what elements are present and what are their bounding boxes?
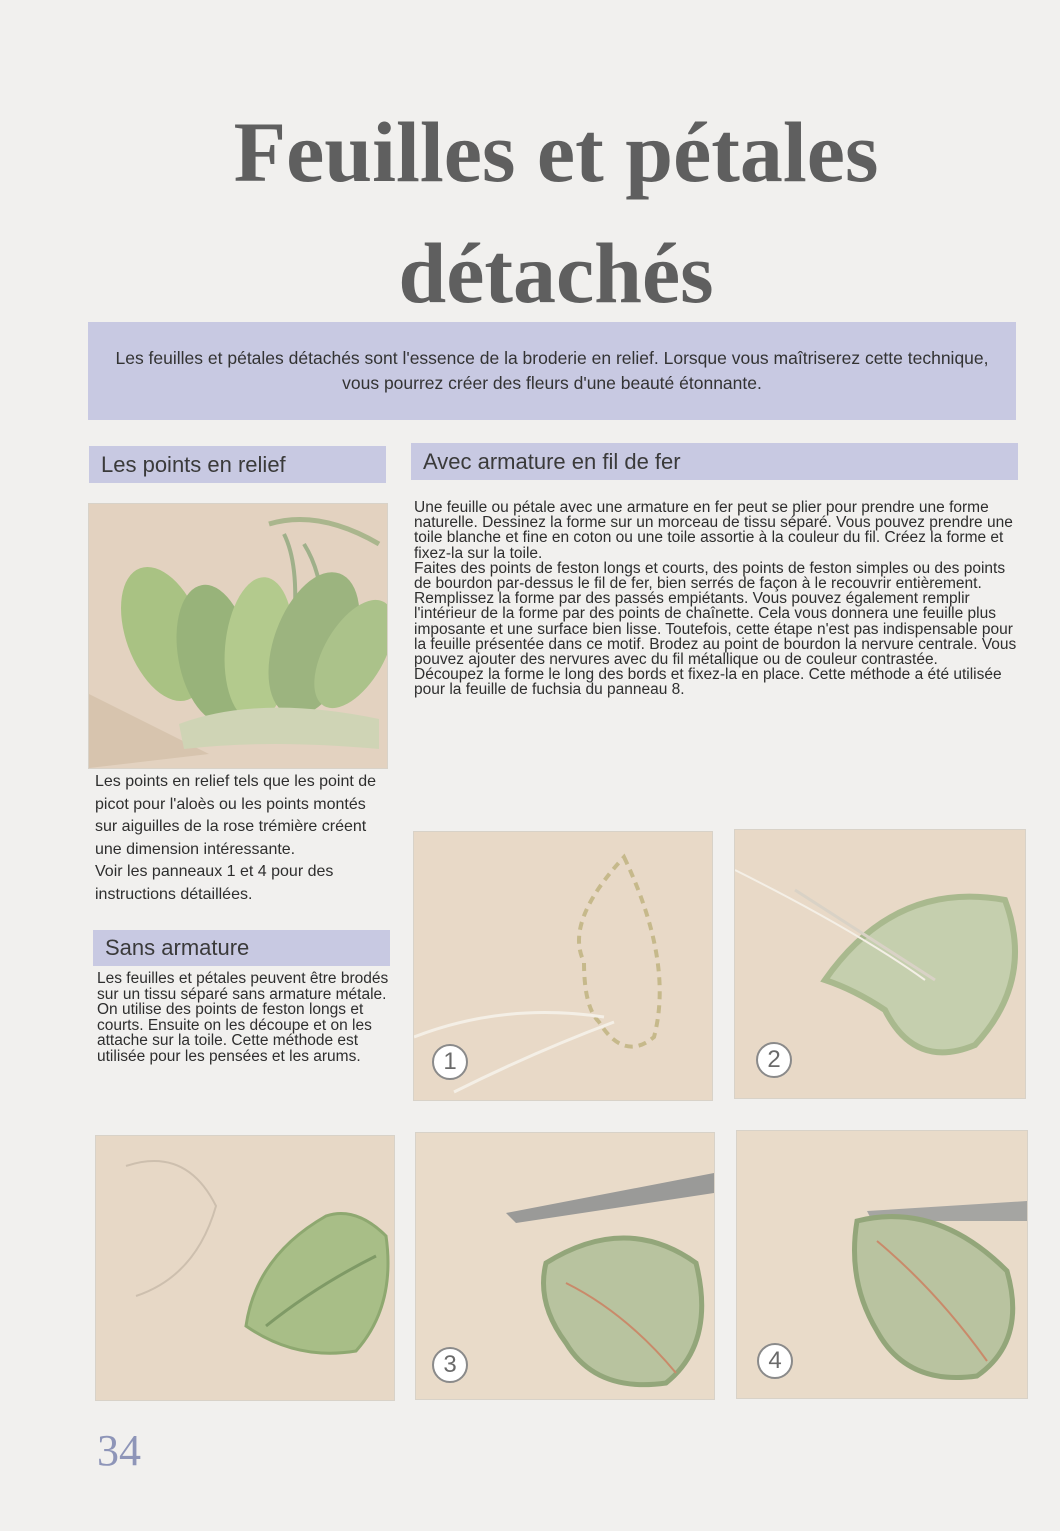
wire-paragraph-1: Une feuille ou pétale avec une armature en fer peut se plier pour prendre une forme naturelle. Dessinez la forme sur un morceau de tissu séparé. Vous pouvez prendre une toile blanche et fine en coton ou une toile assortie à la couleur du fil. Créez la forme et fixez-la sur la toile. [414, 499, 1013, 562]
page-title-line-1: Feuilles et pétales [233, 104, 879, 200]
relief-caption [95, 771, 385, 906]
sans-armature-text: Les feuilles et pétales peuvent être brodés sur un tissu séparé sans armature métale. On utilise des points de feston longs et courts. Ensuite on les découpe et on les attache sur la toile. Cette méthode est utilisée pour les pensées et les arums. [97, 970, 389, 1065]
wire-paragraph-4: Découpez la forme le long des bords et fixez-la en place. Cette méthode a été utilisée pour la feuille de fuchsia du panneau 8. [414, 666, 1002, 699]
heading-avec-armature: Avec armature en fil de fer [411, 443, 1018, 480]
wire-paragraph-2: Faites des points de feston longs et courts, des points de feston simples ou des points de bourdon par-dessus le fil de fer, bien serrés de façon à le recouvrir entièrement. [414, 559, 1006, 593]
step-1-photo [414, 832, 712, 1100]
step-4-photo [737, 1131, 1027, 1398]
wire-paragraph-3: Remplissez la forme par des passés empiétants. Vous pouvez également remplir l'intérieur de la forme par des points de chaînette. Cela vous donnera une feuille plus imposante et une surface bien lisse. Toutefois, cette étape n'est pas indispensable pour la feuille présentée dans ce motif. Brodez au point de bourdon la nervure centrale. Vous pouvez ajouter des nervures avec du fil métallique ou de couleur contrastée. [414, 590, 1017, 669]
step-3-photo [416, 1133, 714, 1399]
page-title-line-2: détachés [398, 225, 714, 321]
heading-points-en-relief: Les points en relief [89, 446, 386, 483]
step-2-badge: 2 [756, 1042, 792, 1078]
step-3-badge: 3 [432, 1347, 468, 1383]
relief-caption-note: Voir les panneaux 1 et 4 pour des instructions détaillées. [95, 863, 334, 903]
step-4-badge: 4 [757, 1343, 793, 1379]
heading-sans-armature: Sans armature [93, 930, 390, 966]
step-2-photo [735, 830, 1025, 1098]
intro-text: Les feuilles et pétales détachés sont l'essence de la broderie en relief. Lorsque vous maîtriserez cette technique, vous pourrez créer des fleurs d'une beauté étonnante. [115, 348, 989, 393]
intro-box [88, 322, 1016, 420]
step-1-badge: 1 [432, 1044, 468, 1080]
wire-section-text [414, 500, 1020, 698]
relief-caption-text: Les points en relief tels que les point de picot pour l'aloès ou les points montés sur aiguilles de la rose trémière créent une dimension intéressante. [95, 773, 377, 858]
page-number: 34 [97, 1426, 141, 1475]
relief-leaves-photo [89, 504, 387, 768]
sans-armature-leaf-photo [96, 1136, 394, 1400]
